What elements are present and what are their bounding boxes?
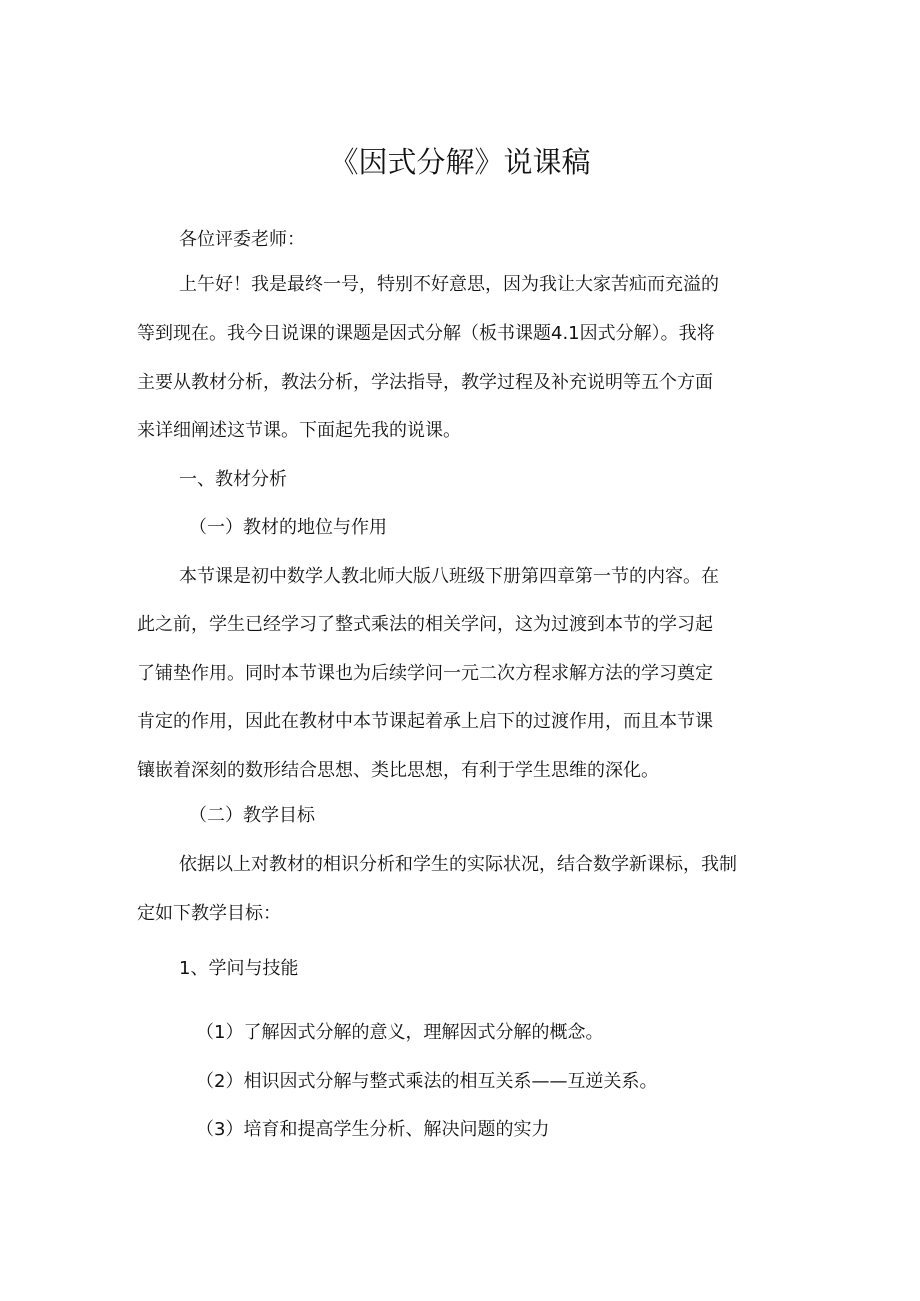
paragraph-line: 镶嵌着深刻的数形结合思想、类比思想，有利于学生思维的深化。 xyxy=(137,760,659,781)
paragraph-line: 本节课是初中数学人教北师大版八班级下册第四章第一节的内容。在 xyxy=(179,566,719,587)
salutation: 各位评委老师： xyxy=(179,229,305,250)
goal-item: （1）了解因式分解的意义，理解因式分解的概念。 xyxy=(196,1022,604,1043)
subsection-heading: （二）教学目标 xyxy=(189,805,315,826)
paragraph-line: 上午好！我是最终一号，特别不好意思，因为我让大家苦疝而充溢的 xyxy=(179,274,719,295)
goal-heading: 1、学问与技能 xyxy=(179,958,299,979)
paragraph-line: 此之前，学生已经学习了整式乘法的相关学问，这为过渡到本节的学习起 xyxy=(137,614,713,635)
paragraph-line: 了铺垫作用。同时本节课也为后续学问一元二次方程求解方法的学习奠定 xyxy=(137,663,713,684)
goal-item: （2）相识因式分解与整式乘法的相互关系——互逆关系。 xyxy=(196,1071,658,1092)
paragraph-line: 肯定的作用，因此在教材中本节课起着承上启下的过渡作用，而且本节课 xyxy=(137,711,713,732)
section-heading: 一、教材分析 xyxy=(179,469,287,490)
document-title: 《因式分解》说课稿 xyxy=(329,145,591,179)
paragraph-line: 依据以上对教材的相识分析和学生的实际状况，结合数学新课标，我制 xyxy=(179,854,737,875)
subsection-heading: （一）教材的地位与作用 xyxy=(189,517,387,538)
paragraph-line: 等到现在。我今日说课的课题是因式分解（板书课题4.1因式分解）。我将 xyxy=(137,323,715,344)
paragraph-line: 来详细阐述这节课。下面起先我的说课。 xyxy=(137,420,461,441)
paragraph-line: 主要从教材分析，教法分析，学法指导，教学过程及补充说明等五个方面 xyxy=(137,372,713,393)
paragraph-line: 定如下教学目标： xyxy=(137,903,281,924)
goal-item: （3）培育和提高学生分析、解决问题的实力 xyxy=(196,1119,550,1140)
